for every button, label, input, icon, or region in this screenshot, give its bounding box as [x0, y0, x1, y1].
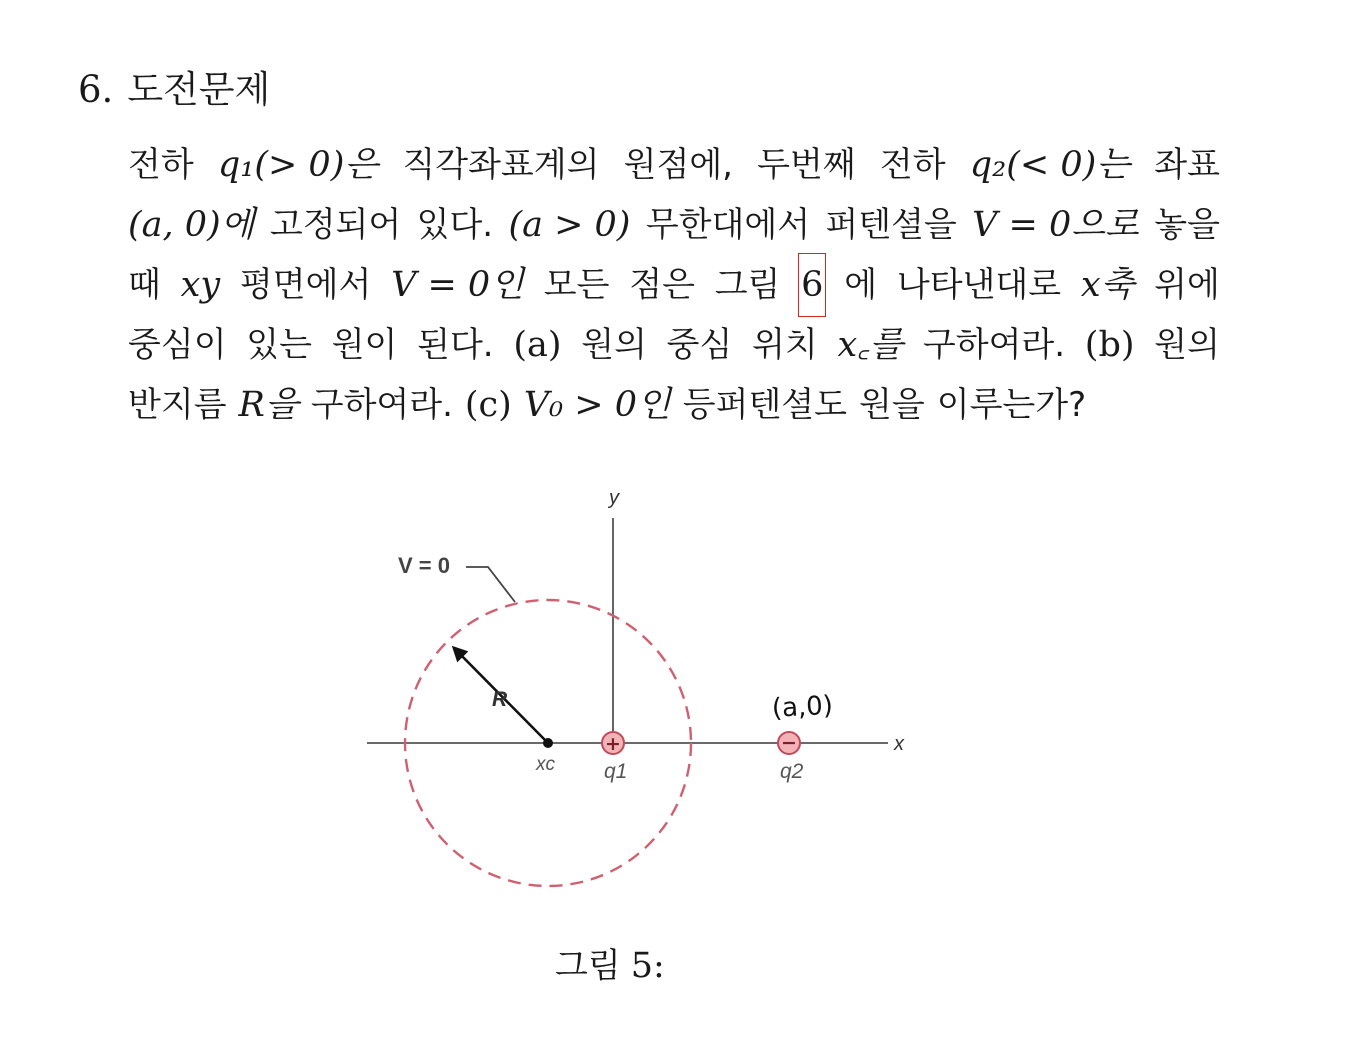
equipotential-leader: [466, 567, 515, 602]
statement-token: 퍼텐셜을: [825, 205, 957, 245]
statement-token: 모든: [543, 265, 610, 305]
statement-token: 위에: [1154, 265, 1220, 305]
statement-token: V = 0인: [391, 265, 524, 305]
statement-token: 그림: [714, 265, 781, 305]
statement-token: 놓을: [1154, 205, 1220, 245]
center-point: [543, 738, 553, 748]
x-axis-label: x: [894, 733, 904, 755]
zero-equipotential-figure: [360, 478, 920, 898]
statement-line-4: [128, 315, 1220, 375]
center-label: xc: [536, 754, 555, 775]
statement-token: 원을: [859, 385, 925, 425]
handwritten-coordinate-note: (a,0): [771, 690, 834, 724]
statement-token: 중심: [666, 325, 733, 365]
statement-token: 된다.: [417, 325, 494, 365]
statement-token: 이루는가?: [936, 385, 1087, 425]
statement-token: 에: [844, 265, 878, 305]
statement-token: 직각좌표계의: [402, 145, 600, 185]
y-axis-label: y: [609, 487, 619, 509]
charge-q1-label: q1: [604, 760, 628, 783]
statement-token: V₀ > 0인: [523, 385, 671, 425]
problem-heading: [78, 66, 270, 114]
statement-token: (c): [464, 385, 512, 425]
statement-token: 전하: [128, 145, 194, 185]
figure-caption: [555, 938, 665, 987]
statement-token: 원이: [331, 325, 398, 365]
statement-token: (a > 0): [508, 205, 631, 245]
statement-token: 위치: [752, 325, 818, 365]
radius-label: R: [492, 688, 508, 711]
statement-token: (a, 0)에: [128, 205, 255, 245]
statement-token: 점은: [629, 265, 695, 305]
statement-token: 원의: [581, 325, 647, 365]
statement-token: 평면에서: [239, 265, 372, 305]
equipotential-label: V = 0: [398, 553, 450, 578]
statement-token: q₂(< 0)는: [969, 145, 1131, 185]
caption-number: 5:: [630, 946, 665, 986]
statement-token: R을: [238, 385, 299, 425]
statement-token: 전하: [879, 145, 946, 185]
statement-token: 고정되어: [269, 205, 402, 245]
statement-token: 구하여라.: [922, 325, 1066, 365]
statement-token: 무한대에서: [645, 205, 811, 245]
statement-token: 두번째: [757, 145, 856, 185]
problem-title: 도전문제: [127, 68, 271, 111]
charge-q1-sign: +: [605, 733, 621, 755]
statement-token: V = 0으로: [972, 205, 1139, 245]
charge-q2-label: q2: [780, 760, 804, 783]
statement-line-3: [128, 255, 1220, 315]
statement-token: 때: [128, 265, 161, 305]
statement-token: (b): [1084, 325, 1135, 365]
statement-token: 구하여라.: [310, 385, 453, 425]
statement-token: xy: [180, 265, 221, 305]
statement-token: q₁(> 0)은: [217, 145, 379, 185]
charge-q2-sign: −: [781, 732, 797, 754]
statement-token: x꜀를: [837, 325, 904, 365]
statement-token: (a): [513, 325, 562, 365]
statement-line-1: [128, 135, 1220, 195]
statement-token: 원점에,: [623, 145, 733, 185]
statement-token: 원의: [1154, 325, 1220, 365]
statement-token: x축: [1080, 265, 1135, 305]
statement-line-5: [128, 375, 1220, 435]
statement-token: 있는: [246, 325, 312, 365]
statement-token: 반지름: [128, 385, 227, 425]
caption-label: 그림: [555, 946, 621, 986]
statement-token: 있다.: [416, 205, 494, 245]
statement-token: 좌표: [1154, 145, 1220, 185]
problem-number: 6.: [78, 68, 114, 111]
problem-statement: [128, 135, 1220, 435]
figure-reference: 6: [800, 255, 824, 315]
statement-token: 등퍼텐셜도: [682, 385, 848, 425]
statement-token: 나타낸대로: [896, 265, 1062, 305]
statement-line-2: [128, 195, 1220, 255]
statement-token: 중심이: [128, 325, 227, 365]
